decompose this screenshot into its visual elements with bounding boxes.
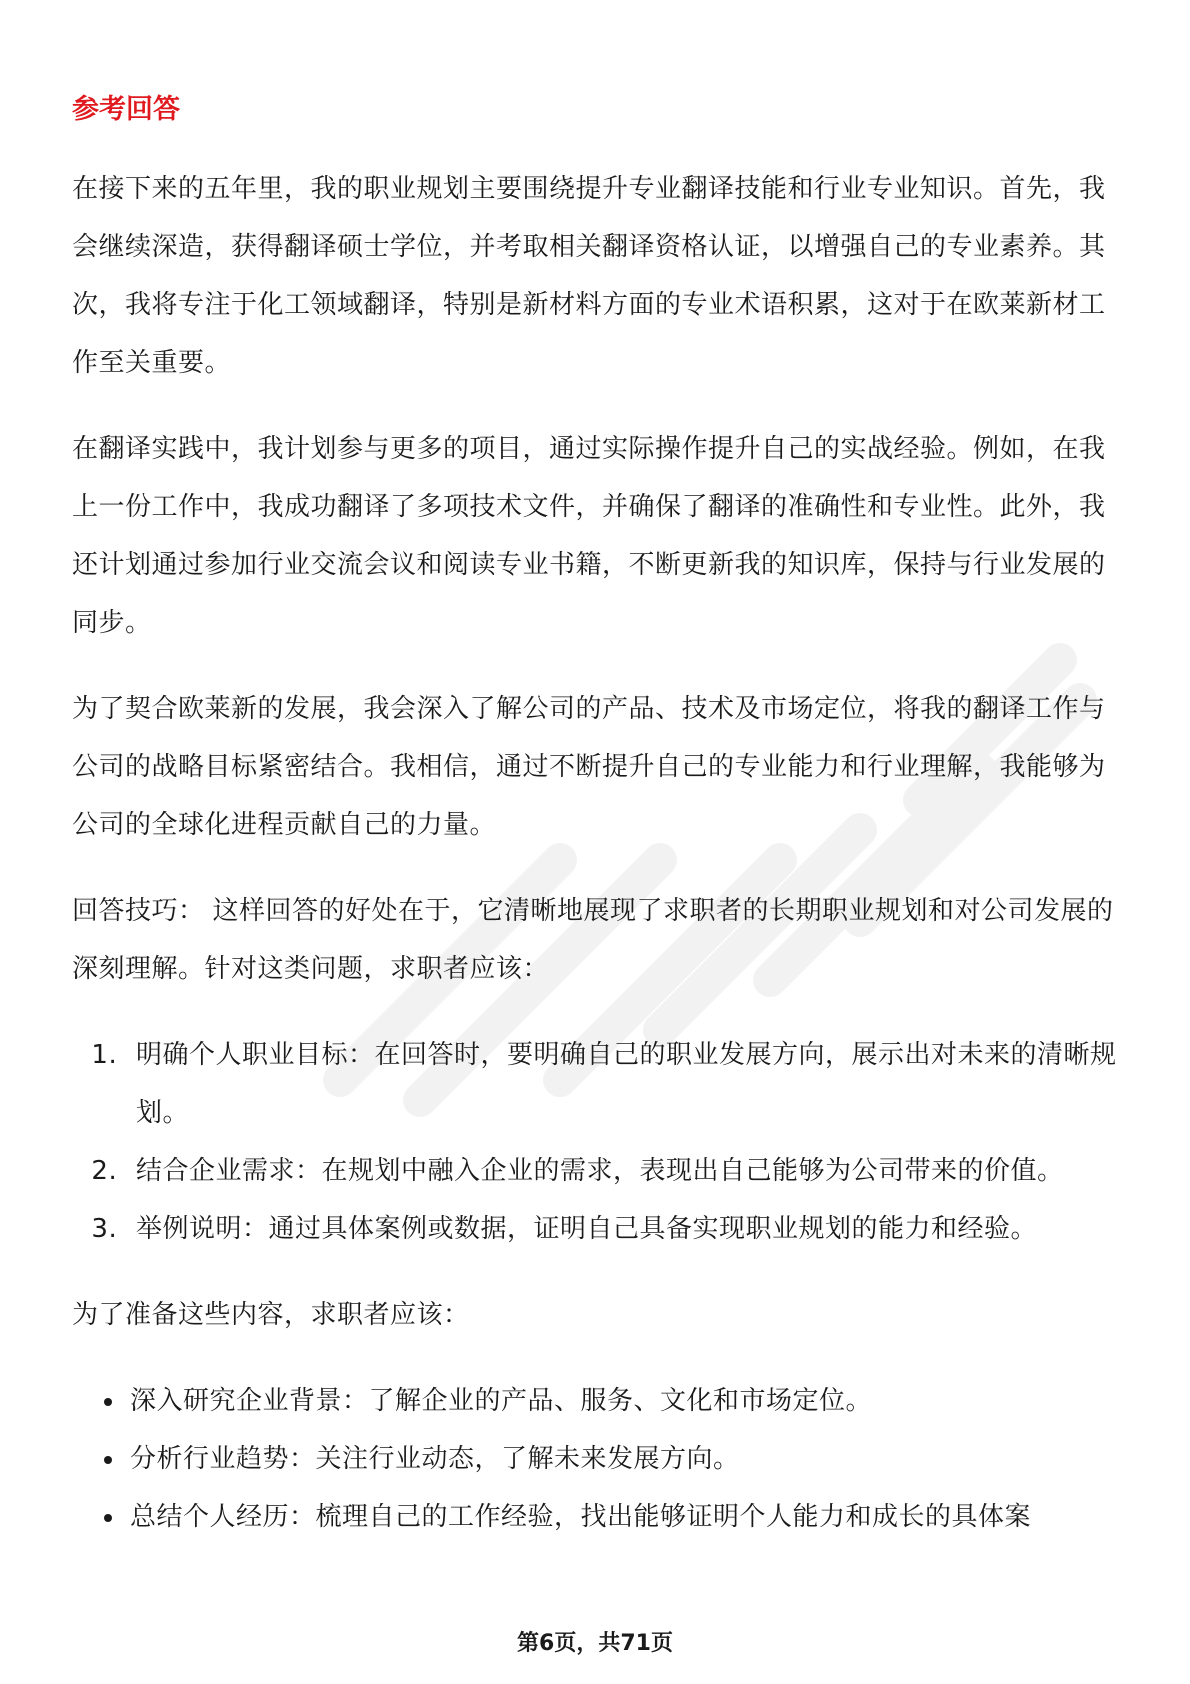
section-title: 参考回答 — [72, 94, 180, 125]
numbered-list-item: 2. 结合企业需求：在规划中融入企业的需求，表现出自己能够为公司带来的价值。 — [126, 1142, 1122, 1200]
bullet-list-item: • 总结个人经历：梳理自己的工作经验，找出能够证明个人能力和成长的具体案 — [126, 1488, 1122, 1546]
bullet-list-item: • 深入研究企业背景：了解企业的产品、服务、文化和市场定位。 — [126, 1372, 1122, 1430]
answer-paragraph-1: 在接下来的五年里，我的职业规划主要围绕提升专业翻译技能和行业专业知识。首先，我会继续深造，获得翻译硕士学位，并考取相关翻译资格认证，以增强自己的专业素养。其次，我将专注于化工领域翻译，特别是新材料方面的专业术语积累，这对于在欧莱新材工作至关重要。 — [72, 174, 1106, 378]
answer-paragraph-3: 为了契合欧莱新的发展，我会深入了解公司的产品、技术及市场定位，将我的翻译工作与公司的战略目标紧密结合。我相信，通过不断提升自己的专业能力和行业理解，我能够为公司的全球化进程贡献自己的力量。 — [72, 694, 1106, 840]
numbered-list-item: 3. 举例说明：通过具体案例或数据，证明自己具备实现职业规划的能力和经验。 — [126, 1200, 1122, 1258]
page-number-footer: 第6页，共71页 — [517, 1631, 673, 1656]
tips-text: 这样回答的好处在于，它清晰地展现了求职者的长期职业规划和对公司发展的深刻理解。针对这类问题，求职者应该： — [72, 896, 1114, 984]
answer-paragraph-2: 在翻译实践中，我计划参与更多的项目，通过实际操作提升自己的实战经验。例如，在我上一份工作中，我成功翻译了多项技术文件，并确保了翻译的准确性和专业性。此外，我还计划通过参加行业交流会议和阅读专业书籍，不断更新我的知识库，保持与行业发展的同步。 — [72, 434, 1106, 638]
numbered-list-item: 1. 明确个人职业目标：在回答时，要明确自己的职业发展方向，展示出对未来的清晰规划。 — [126, 1026, 1122, 1142]
main-content — [72, 90, 1122, 1574]
tips-paragraph — [72, 882, 1122, 998]
bullet-list-item: • 分析行业趋势：关注行业动态，了解未来发展方向。 — [126, 1430, 1122, 1488]
tips-label: 回答技巧： — [72, 896, 205, 926]
prep-intro: 为了准备这些内容，求职者应该： — [72, 1300, 470, 1330]
numbered-list — [72, 1026, 1122, 1258]
bullet-list — [72, 1372, 1122, 1546]
